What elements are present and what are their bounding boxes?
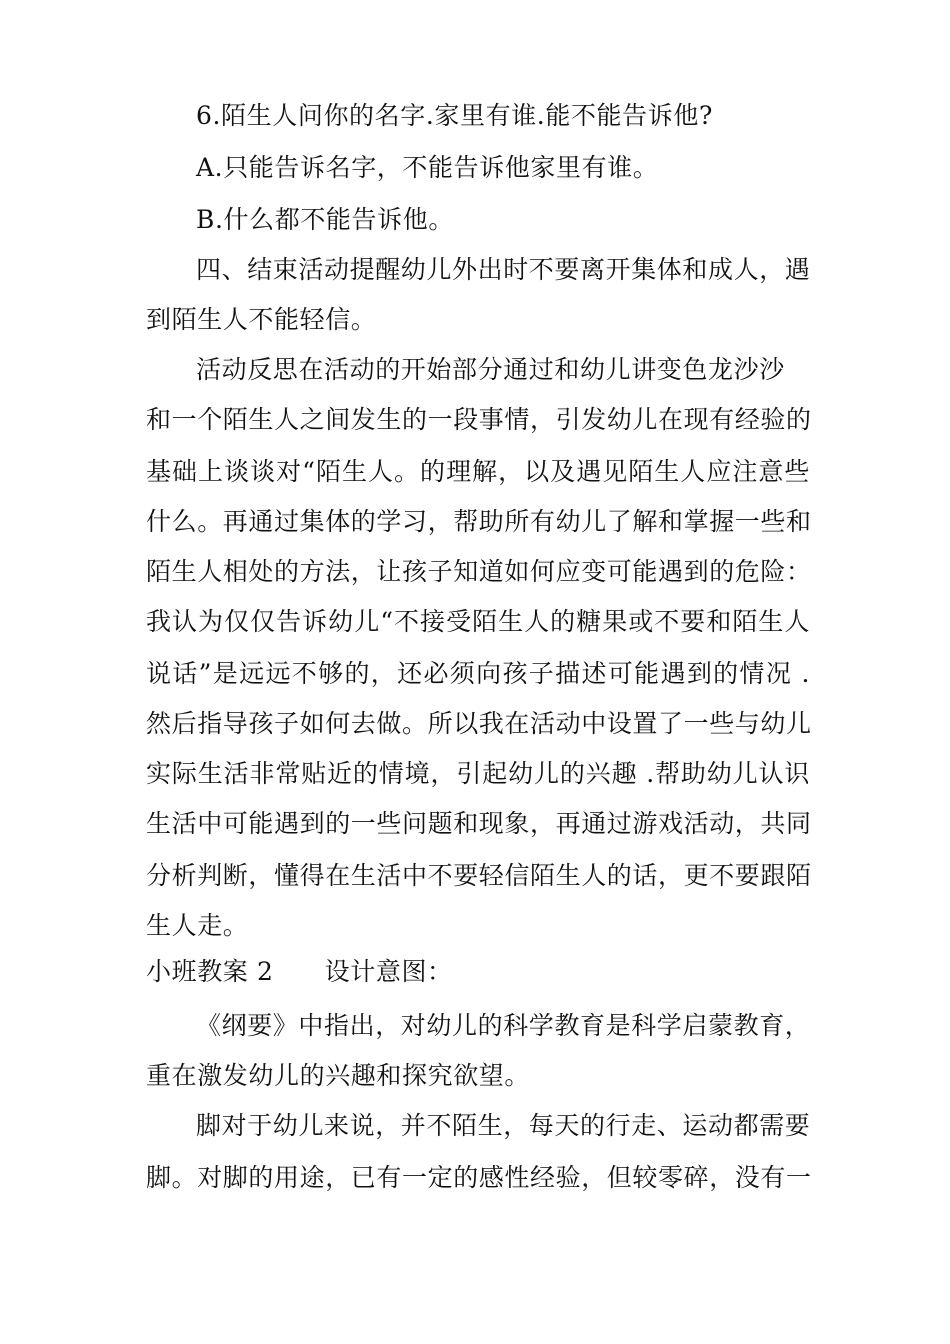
text-line: 和一个陌生人之间发生的一段事情，引发幼儿在现有经验的 bbox=[146, 405, 812, 434]
text-line: 实际生活非常贴近的情境，引起幼儿的兴趣 .帮助幼儿认识 bbox=[146, 759, 810, 788]
text-line: 我认为仅仅告诉幼儿“不接受陌生人的糖果或不要和陌生人 bbox=[146, 607, 810, 636]
text-line: 活动反思在活动的开始部分通过和幼儿讲变色龙沙沙 bbox=[196, 355, 785, 384]
text-line: 生活中可能遇到的一些问题和现象，再通过游戏活动，共同 bbox=[146, 809, 812, 838]
text-line: 到陌生人不能轻信。 bbox=[146, 305, 377, 334]
text-line: 生人走。 bbox=[146, 911, 249, 940]
text-line: 重在激发幼儿的兴趣和探究欲望。 bbox=[146, 1061, 531, 1090]
section-heading: 小班教案 2 设计意图： bbox=[146, 957, 453, 986]
text-line: 基础上谈谈对“陌生人。的理解，以及遇见陌生人应注意些 bbox=[146, 457, 810, 486]
text-line: 《纲要》中指出，对幼儿的科学教育是科学启蒙教育， bbox=[196, 1011, 811, 1040]
text-line: 脚对于幼儿来说，并不陌生，每天的行走、运动都需要 bbox=[196, 1111, 811, 1140]
text-line: 说话”是远远不够的，还必须向孩子描述可能遇到的情况 . bbox=[146, 659, 810, 688]
text-line: 四、结束活动提醒幼儿外出时不要离开集体和成人，遇 bbox=[196, 255, 811, 284]
text-line: 分析判断，懂得在生活中不要轻信陌生人的话，更不要跟陌 bbox=[146, 861, 812, 890]
text-line: A.只能告诉名字，不能告诉他家里有谁。 bbox=[196, 153, 659, 182]
text-line: 什么。再通过集体的学习，帮助所有幼儿了解和掌握一些和 bbox=[146, 507, 812, 536]
text-line: 脚。对脚的用途，已有一定的感性经验，但较零碎，没有一 bbox=[146, 1163, 812, 1192]
text-line: B.什么都不能告诉他。 bbox=[196, 205, 454, 234]
text-line: 然后指导孩子如何去做。所以我在活动中设置了一些与幼儿 bbox=[146, 709, 812, 738]
text-line: 陌生人相处的方法，让孩子知道如何应变可能遇到的危险： bbox=[146, 557, 812, 586]
text-line: 6.陌生人问你的名字.家里有谁.能不能告诉他? bbox=[196, 101, 713, 130]
